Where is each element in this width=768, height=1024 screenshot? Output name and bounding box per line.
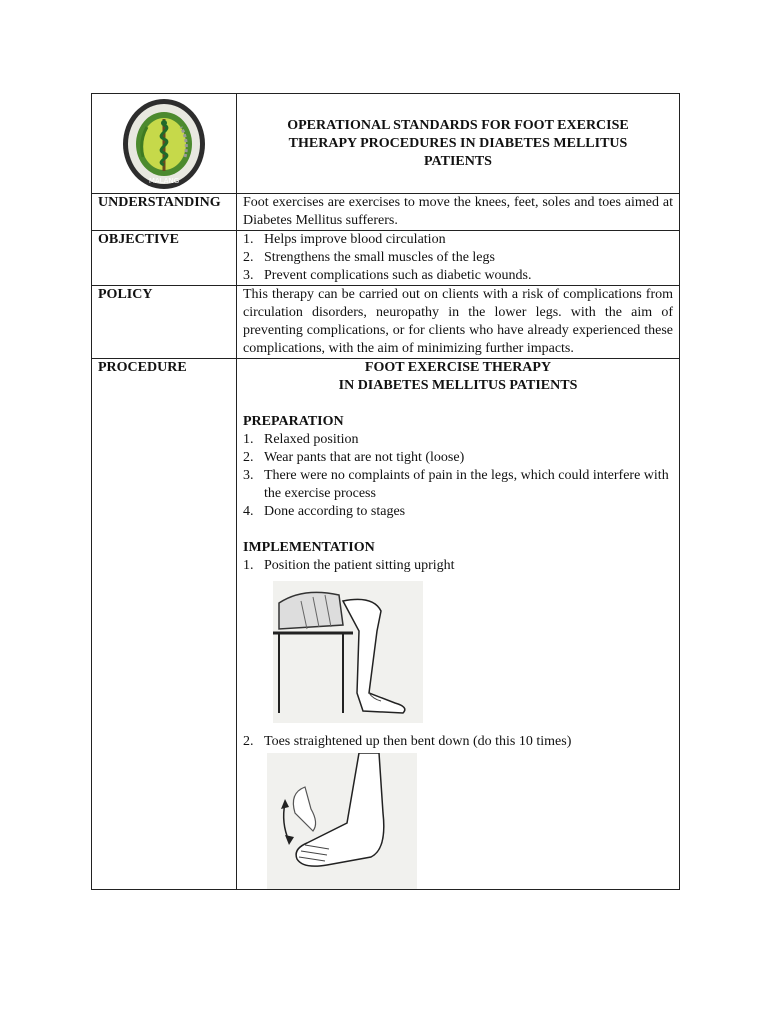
- item-number: 1.: [243, 232, 254, 247]
- title-cell: [237, 94, 680, 194]
- item-text: Done according to stages: [264, 504, 406, 519]
- objective-label: OBJECTIVE: [92, 231, 237, 286]
- procedure-heading-line-2: IN DIABETES MELLITUS PATIENTS: [338, 378, 578, 393]
- preparation-item: [243, 467, 673, 503]
- objective-item: [243, 267, 673, 285]
- item-number: 1.: [243, 432, 254, 447]
- procedure-row: [92, 359, 680, 890]
- understanding-label: UNDERSTANDING: [92, 194, 237, 231]
- policy-label: POLICY: [92, 286, 237, 359]
- item-text: Toes straightened up then bent down (do this 10 times): [264, 734, 572, 749]
- item-number: 2.: [243, 450, 254, 465]
- logo-cell: [92, 94, 237, 194]
- item-number: 3.: [243, 468, 254, 483]
- item-number: 4.: [243, 504, 254, 519]
- policy-text: This therapy can be carried out on clients with a risk of complications from circulation disorders, neuropathy in the lower legs. with the aim of preventing complications, or for clients who have already experienced these complications, with the aim of minimizing further impacts.: [237, 286, 680, 359]
- objective-list: [243, 231, 673, 285]
- item-text: Position the patient sitting upright: [264, 558, 455, 573]
- institution-logo: [121, 97, 207, 191]
- item-text: Strengthens the small muscles of the legs: [264, 250, 495, 265]
- objective-cell: [237, 231, 680, 286]
- objective-item: [243, 231, 673, 249]
- preparation-heading: PREPARATION: [243, 414, 344, 429]
- item-number: 3.: [243, 268, 254, 283]
- sitting-upright-illustration: [273, 581, 423, 723]
- procedure-cell: [237, 359, 680, 890]
- understanding-row: [92, 194, 680, 231]
- implementation-list: [243, 557, 673, 575]
- implementation-step: [243, 733, 673, 751]
- item-text: Prevent complications such as diabetic wounds.: [264, 268, 532, 283]
- document-title: OPERATIONAL STANDARDS FOR FOOT EXERCISE THERAPY PROCEDURES IN DIABETES MELLITUS PATIENTS: [287, 117, 629, 169]
- header-row: [92, 94, 680, 194]
- logo-bottom-text: MALANG: [148, 176, 180, 185]
- procedure-heading-line-1: FOOT EXERCISE THERAPY: [364, 360, 552, 375]
- procedure-label: PROCEDURE: [92, 359, 237, 890]
- preparation-item: [243, 431, 673, 449]
- implementation-heading: IMPLEMENTATION: [243, 540, 375, 555]
- objective-row: [92, 231, 680, 286]
- implementation-list: [243, 733, 673, 751]
- item-text: Wear pants that are not tight (loose): [264, 450, 465, 465]
- preparation-list: [243, 431, 673, 521]
- item-number: 2.: [243, 250, 254, 265]
- sop-table: [91, 93, 680, 890]
- item-text: Relaxed position: [264, 432, 359, 447]
- implementation-step: [243, 557, 673, 575]
- policy-row: [92, 286, 680, 359]
- item-number: 2.: [243, 734, 254, 749]
- item-number: 1.: [243, 558, 254, 573]
- understanding-text: Foot exercises are exercises to move the knees, feet, soles and toes aimed at Diabetes Mellitus sufferers.: [237, 194, 680, 231]
- preparation-item: [243, 449, 673, 467]
- preparation-item: [243, 503, 673, 521]
- objective-item: [243, 249, 673, 267]
- toe-flexion-illustration: [267, 753, 417, 889]
- item-text: There were no complaints of pain in the legs, which could interfere with the exercise process: [264, 468, 669, 501]
- item-text: Helps improve blood circulation: [264, 232, 446, 247]
